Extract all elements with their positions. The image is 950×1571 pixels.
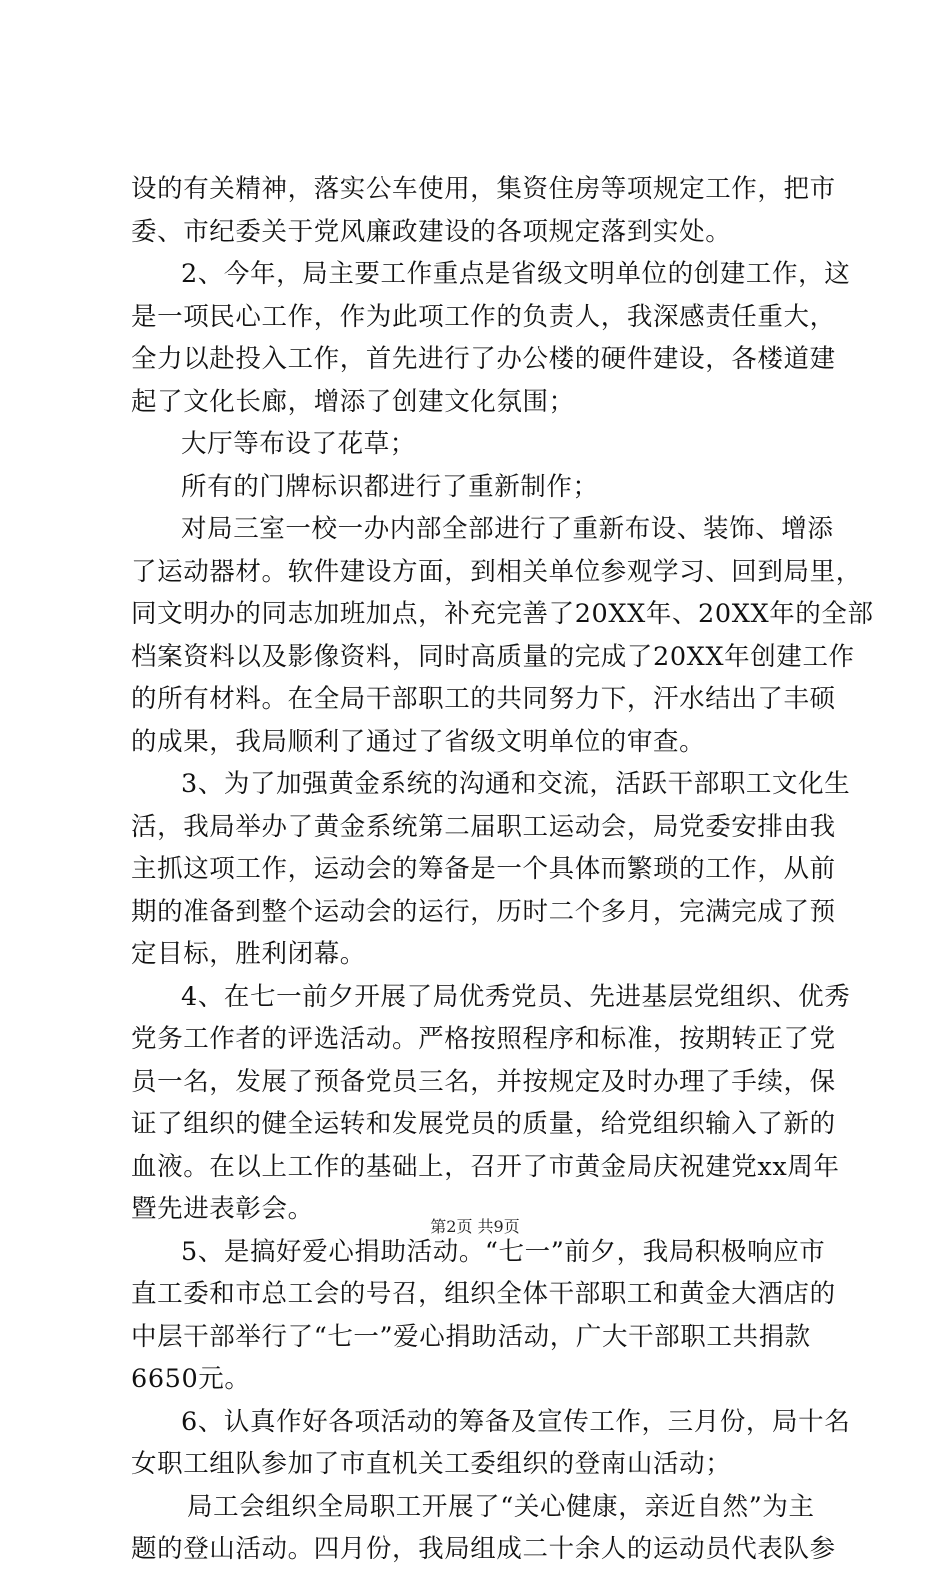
- paragraph-start-line: 对局三室一校一办内部全部进行了重新布设、装饰、增添: [181, 514, 834, 544]
- text-line: 期的准备到整个运动会的运行，历时二个多月，完满完成了预: [131, 896, 836, 927]
- text-line: 员一名，发展了预备党员三名，并按规定及时办理了手续，保: [131, 1066, 836, 1097]
- text-line: 了运动器材。软件建设方面，到相关单位参观学习、回到局里，: [131, 556, 862, 587]
- text-line: 证了组织的健全运转和发展党员的质量，给党组织输入了新的: [131, 1109, 836, 1139]
- text-line: 起了文化长廊，增添了创建文化氛围；: [131, 386, 575, 417]
- text-line: 同文明办的同志加班加点，补充完善了20XX年、20XX年的全部: [131, 599, 874, 629]
- text-line: 暨先进表彰会。: [131, 1194, 314, 1224]
- text-line: 档案资料以及影像资料，同时高质量的完成了20XX年创建工作: [131, 641, 855, 672]
- text-line: 6650元。: [131, 1364, 251, 1394]
- document-body: [131, 168, 874, 1571]
- paragraph-start-line: 所有的门牌标识都进行了重新制作；: [181, 471, 599, 502]
- text-line: 委、市纪委关于党风廉政建设的各项规定落到实处。: [131, 216, 732, 247]
- paragraph-start-line: 2、今年，局主要工作重点是省级文明单位的创建工作，这: [181, 259, 851, 289]
- text-line: 党务工作者的评选活动。严格按照程序和标准，按期转正了党: [131, 1024, 836, 1054]
- text-line: 设的有关精神，落实公车使用，集资住房等项规定工作，把市: [131, 174, 836, 204]
- text-line: 题的登山活动。四月份，我局组成二十余人的运动员代表队参: [131, 1534, 836, 1564]
- text-line: 的成果，我局顺利了通过了省级文明单位的审查。: [131, 726, 706, 757]
- text-line: 是一项民心工作，作为此项工作的负责人，我深感责任重大，: [131, 301, 836, 332]
- paragraph-start-line: 局工会组织全局职工开展了“关心健康，亲近自然”为主: [187, 1491, 815, 1522]
- paragraph-start-line: 3、为了加强黄金系统的沟通和交流，活跃干部职工文化生: [181, 769, 851, 799]
- paragraph-start-line: 6、认真作好各项活动的筹备及宣传工作，三月份，局十名: [181, 1406, 851, 1437]
- text-line: 女职工组队参加了市直机关工委组织的登南山活动；: [131, 1449, 732, 1479]
- text-line: 全力以赴投入工作，首先进行了办公楼的硬件建设，各楼道建: [131, 344, 836, 374]
- text-line: 的所有材料。在全局干部职工的共同努力下，汗水结出了丰硕: [131, 684, 836, 714]
- text-line: 血液。在以上工作的基础上，召开了市黄金局庆祝建党xx周年: [131, 1151, 840, 1182]
- text-line: 定目标，胜利闭幕。: [131, 939, 366, 969]
- paragraph-start-line: 5、是搞好爱心捐助活动。“七一”前夕，我局积极响应市: [181, 1236, 826, 1267]
- page-footer: [0, 1214, 950, 1237]
- text-line: 主抓这项工作，运动会的筹备是一个具体而繁琐的工作，从前: [131, 854, 836, 884]
- text-line: 中层干部举行了“七一”爱心捐助活动，广大干部职工共捐款: [131, 1321, 811, 1352]
- paragraph-start-line: 大厅等布设了花草；: [181, 429, 416, 459]
- page-number-label: 第2页 共9页: [430, 1217, 520, 1236]
- text-line: 直工委和市总工会的号召，组织全体干部职工和黄金大酒店的: [131, 1279, 836, 1309]
- paragraph-start-line: 4、在七一前夕开展了局优秀党员、先进基层党组织、优秀: [181, 981, 851, 1012]
- text-line: 活，我局举办了黄金系统第二届职工运动会，局党委安排由我: [131, 811, 836, 842]
